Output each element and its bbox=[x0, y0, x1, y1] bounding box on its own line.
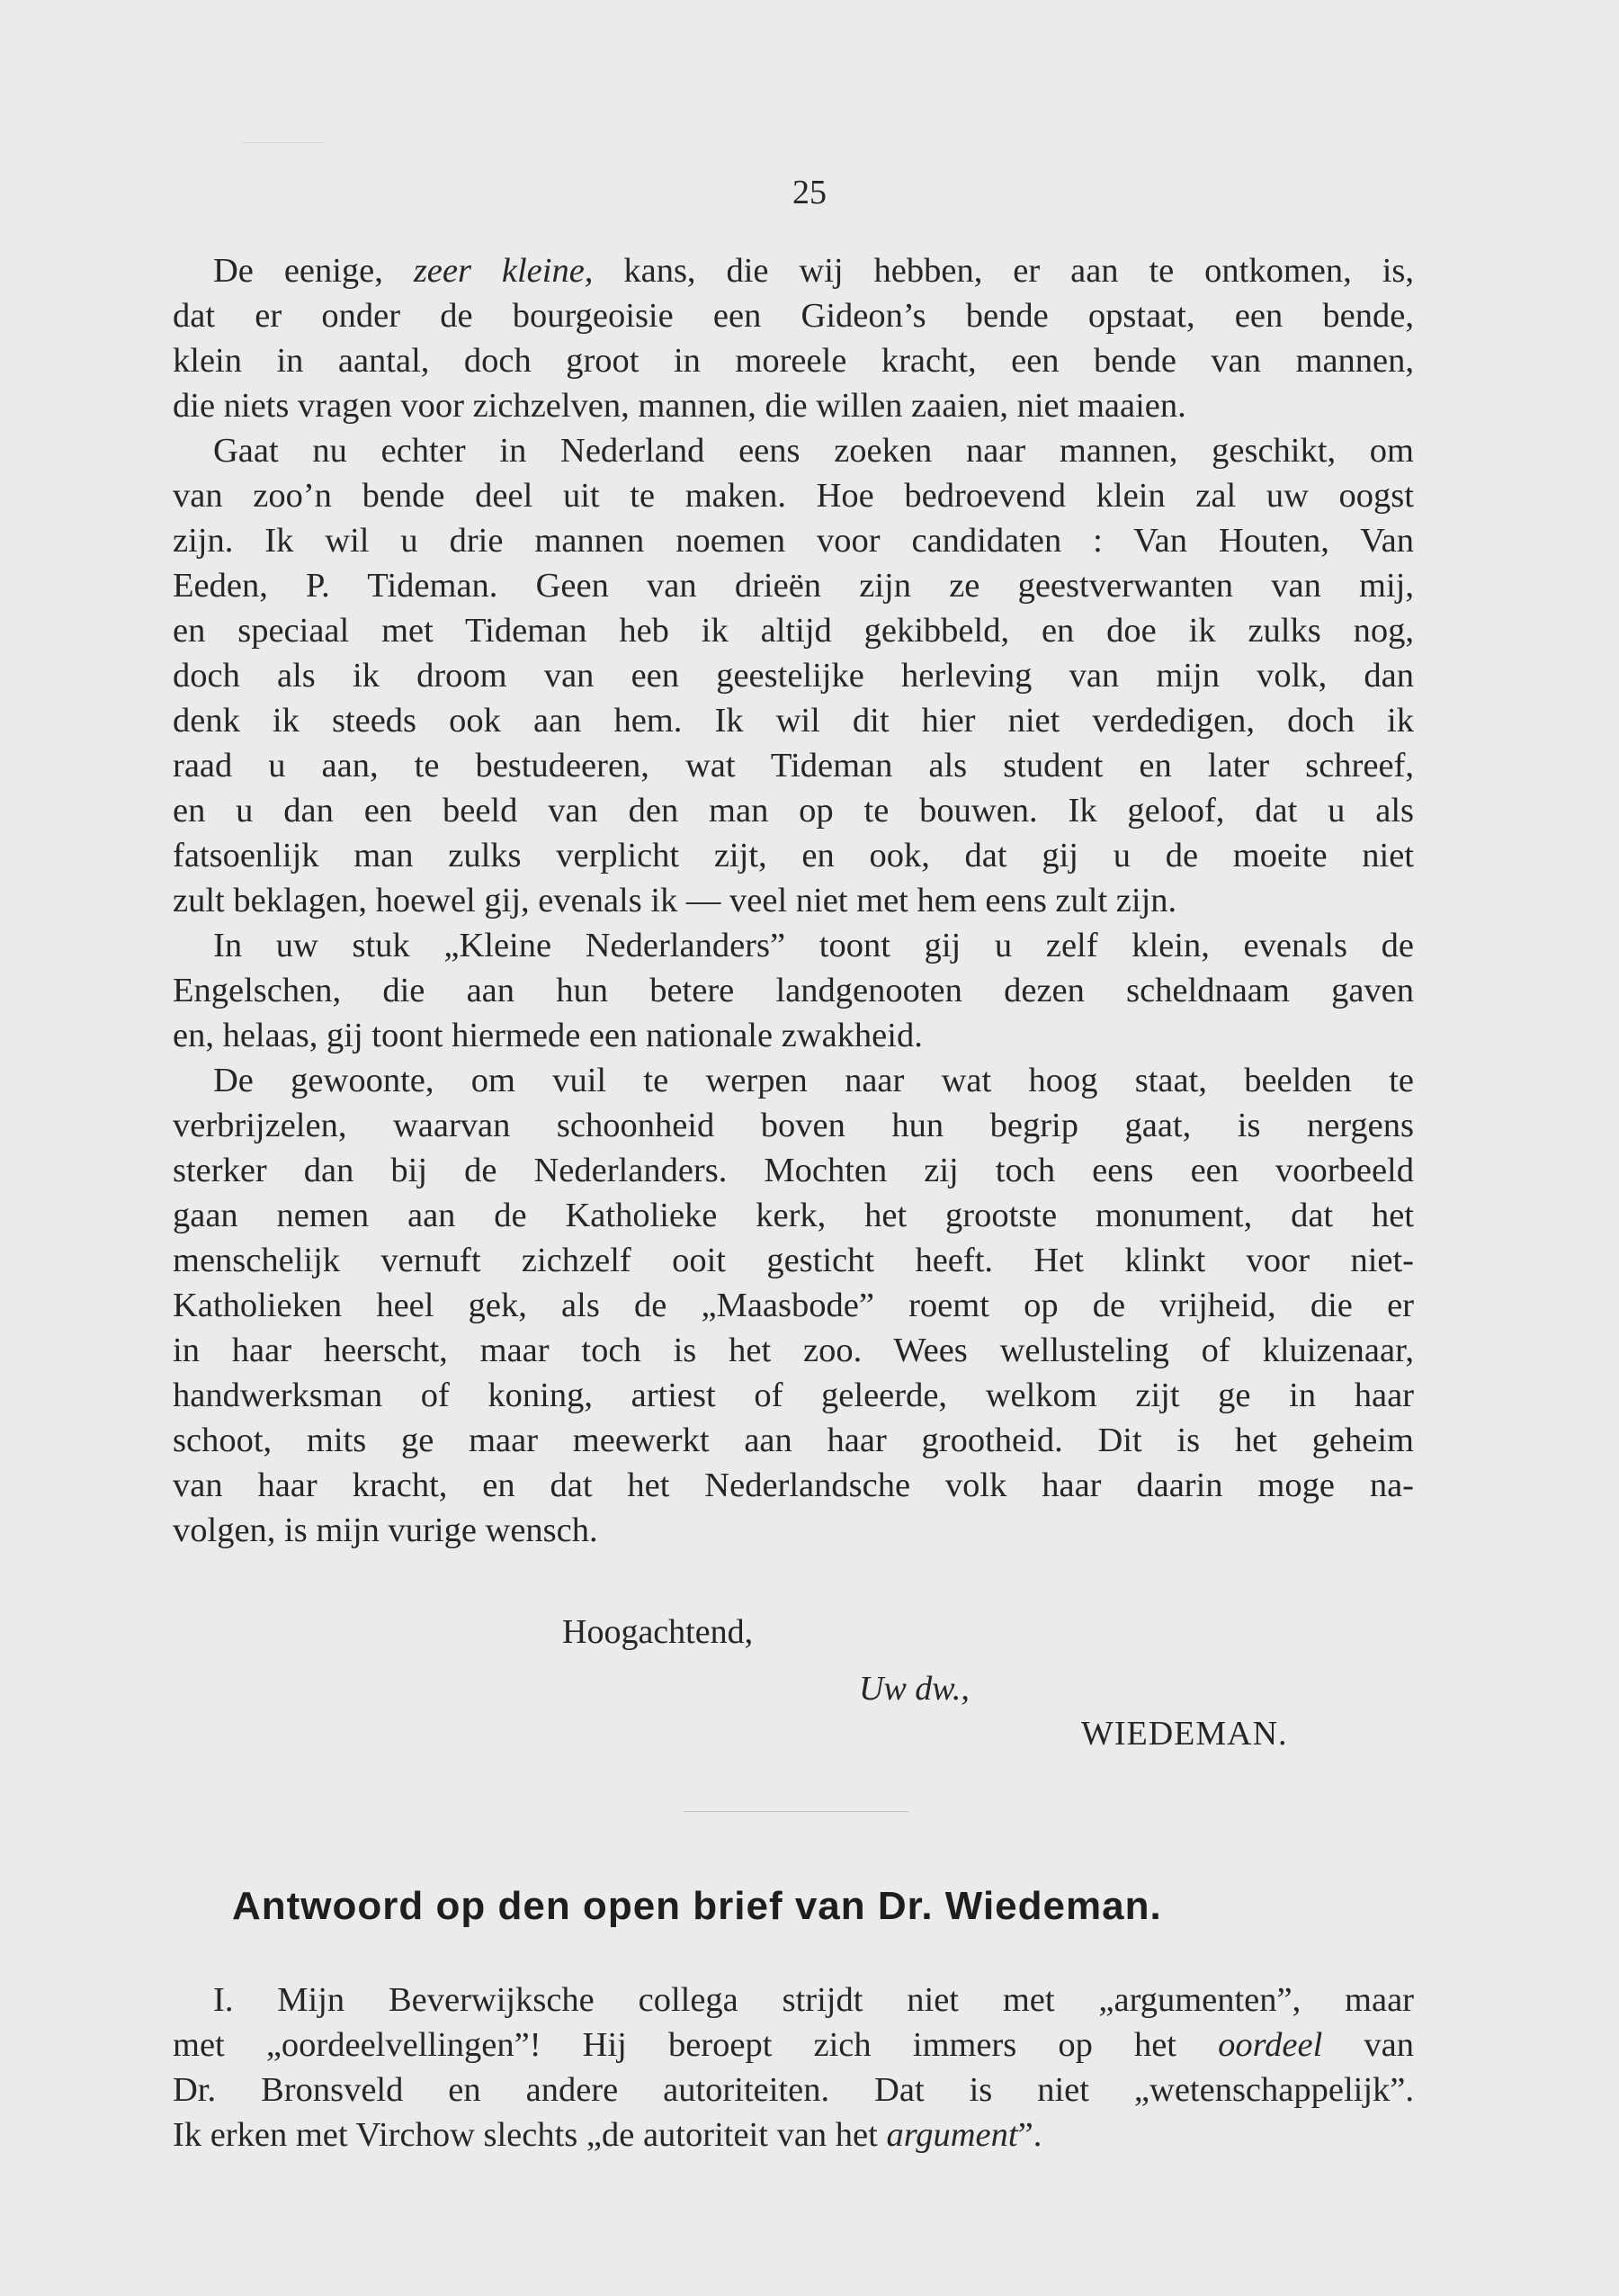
text-line: De eenige, zeer kleine, kans, die wij hebben, er aan te ontkomen, is, bbox=[213, 252, 1414, 290]
text-line: klein in aantal, doch groot in moreele kracht, een bende van mannen, bbox=[173, 342, 1414, 380]
text-line: die niets vragen voor zichzelven, mannen, die willen zaaien, niet maaien. bbox=[173, 387, 1186, 425]
italic-text: zeer kleine, bbox=[413, 252, 594, 290]
italic-text: oordeel bbox=[1218, 2026, 1323, 2064]
text-line: raad u aan, te bestudeeren, wat Tideman als student en later schreef, bbox=[173, 747, 1414, 785]
text-line: van zoo’n bende deel uit te maken. Hoe bedroevend klein zal uw oogst bbox=[173, 477, 1414, 515]
text-line: en speciaal met Tideman heb ik altijd gekibbeld, en doe ik zulks nog, bbox=[173, 612, 1414, 650]
text-line: sterker dan bij de Nederlanders. Mochten zij toch eens een voorbeeld bbox=[173, 1152, 1414, 1189]
text-line: gaan nemen aan de Katholieke kerk, het grootste monument, dat het bbox=[173, 1197, 1414, 1234]
letter-paragraph bbox=[173, 1058, 1414, 1553]
letter-paragraph bbox=[173, 923, 1414, 1058]
top-rule bbox=[243, 142, 324, 143]
text-line: Gaat nu echter in Nederland eens zoeken naar mannen, geschikt, om bbox=[213, 432, 1414, 470]
text-line: fatsoenlijk man zulks verplicht zijt, en ook, dat gij u de moeite niet bbox=[173, 837, 1414, 874]
text-line: In uw stuk „Kleine Nederlanders” toont gij u zelf klein, evenals de bbox=[213, 927, 1414, 964]
text-line: schoot, mits ge maar meewerkt aan haar grootheid. Dit is het geheim bbox=[173, 1422, 1414, 1459]
text-line: Katholieken heel gek, als de „Maasbode” roemt op de vrijheid, die er bbox=[173, 1287, 1414, 1324]
text-line: dat er onder de bourgeoisie een Gideon’s bende opstaat, een bende, bbox=[173, 297, 1414, 335]
text-line: en, helaas, gij toont hiermede een nationale zwakheid. bbox=[173, 1017, 923, 1054]
text-line: handwerksman of koning, artiest of geleerde, welkom zijt ge in haar bbox=[173, 1377, 1414, 1414]
text-line: De gewoonte, om vuil te werpen naar wat hoog staat, beelden te bbox=[213, 1062, 1414, 1099]
text-line: met „oordeelvellingen”! Hij beroept zich immers op het oordeel van bbox=[173, 2026, 1414, 2064]
text-line: in haar heerscht, maar toch is het zoo. Wees wellusteling of kluizenaar, bbox=[173, 1332, 1414, 1369]
text-line: doch als ik droom van een geestelijke herleving van mijn volk, dan bbox=[173, 657, 1414, 695]
signature: WIEDEMAN. bbox=[1081, 1715, 1288, 1753]
reply-body bbox=[173, 1978, 1414, 2157]
text-line: zijn. Ik wil u drie mannen noemen voor candidaten : Van Houten, Van bbox=[173, 522, 1414, 560]
text-line: Engelschen, die aan hun betere landgenooten dezen scheldnaam gaven bbox=[173, 972, 1414, 1009]
page-number: 25 bbox=[792, 174, 827, 211]
letter-paragraph bbox=[173, 428, 1414, 923]
text-line: van haar kracht, en dat het Nederlandsche volk haar daarin moge na- bbox=[173, 1466, 1414, 1504]
text-line: volgen, is mijn vurige wensch. bbox=[173, 1511, 598, 1549]
text-line: Ik erken met Virchow slechts „de autoriteit van het argument”. bbox=[173, 2116, 1042, 2154]
text-line: Dr. Bronsveld en andere autoriteiten. Dat is niet „wetenschappelijk”. bbox=[173, 2071, 1414, 2109]
letter-body bbox=[173, 248, 1414, 1553]
text-line: I. Mijn Beverwijksche collega strijdt niet met „argumenten”, maar bbox=[213, 1981, 1414, 2019]
closing-yours: Uw dw., bbox=[859, 1670, 970, 1708]
text-line: verbrijzelen, waarvan schoonheid boven hun begrip gaat, is nergens bbox=[173, 1107, 1414, 1144]
section-title: Antwoord op den open brief van Dr. Wiedeman. bbox=[232, 1884, 1162, 1928]
section-divider bbox=[684, 1811, 908, 1812]
closing-greeting: Hoogachtend, bbox=[562, 1613, 754, 1651]
text-line: Eeden, P. Tideman. Geen van drieën zijn ze geestverwanten van mij, bbox=[173, 567, 1414, 605]
text-line: zult beklagen, hoewel gij, evenals ik — veel niet met hem eens zult zijn. bbox=[173, 882, 1177, 919]
text-line: denk ik steeds ook aan hem. Ik wil dit hier niet verdedigen, doch ik bbox=[173, 702, 1414, 740]
text-line: en u dan een beeld van den man op te bouwen. Ik geloof, dat u als bbox=[173, 792, 1414, 830]
text-line: menschelijk vernuft zichzelf ooit gesticht heeft. Het klinkt voor niet- bbox=[173, 1242, 1414, 1279]
italic-text: argument bbox=[886, 2116, 1018, 2154]
letter-paragraph bbox=[173, 248, 1414, 428]
reply-paragraph bbox=[173, 1978, 1414, 2157]
